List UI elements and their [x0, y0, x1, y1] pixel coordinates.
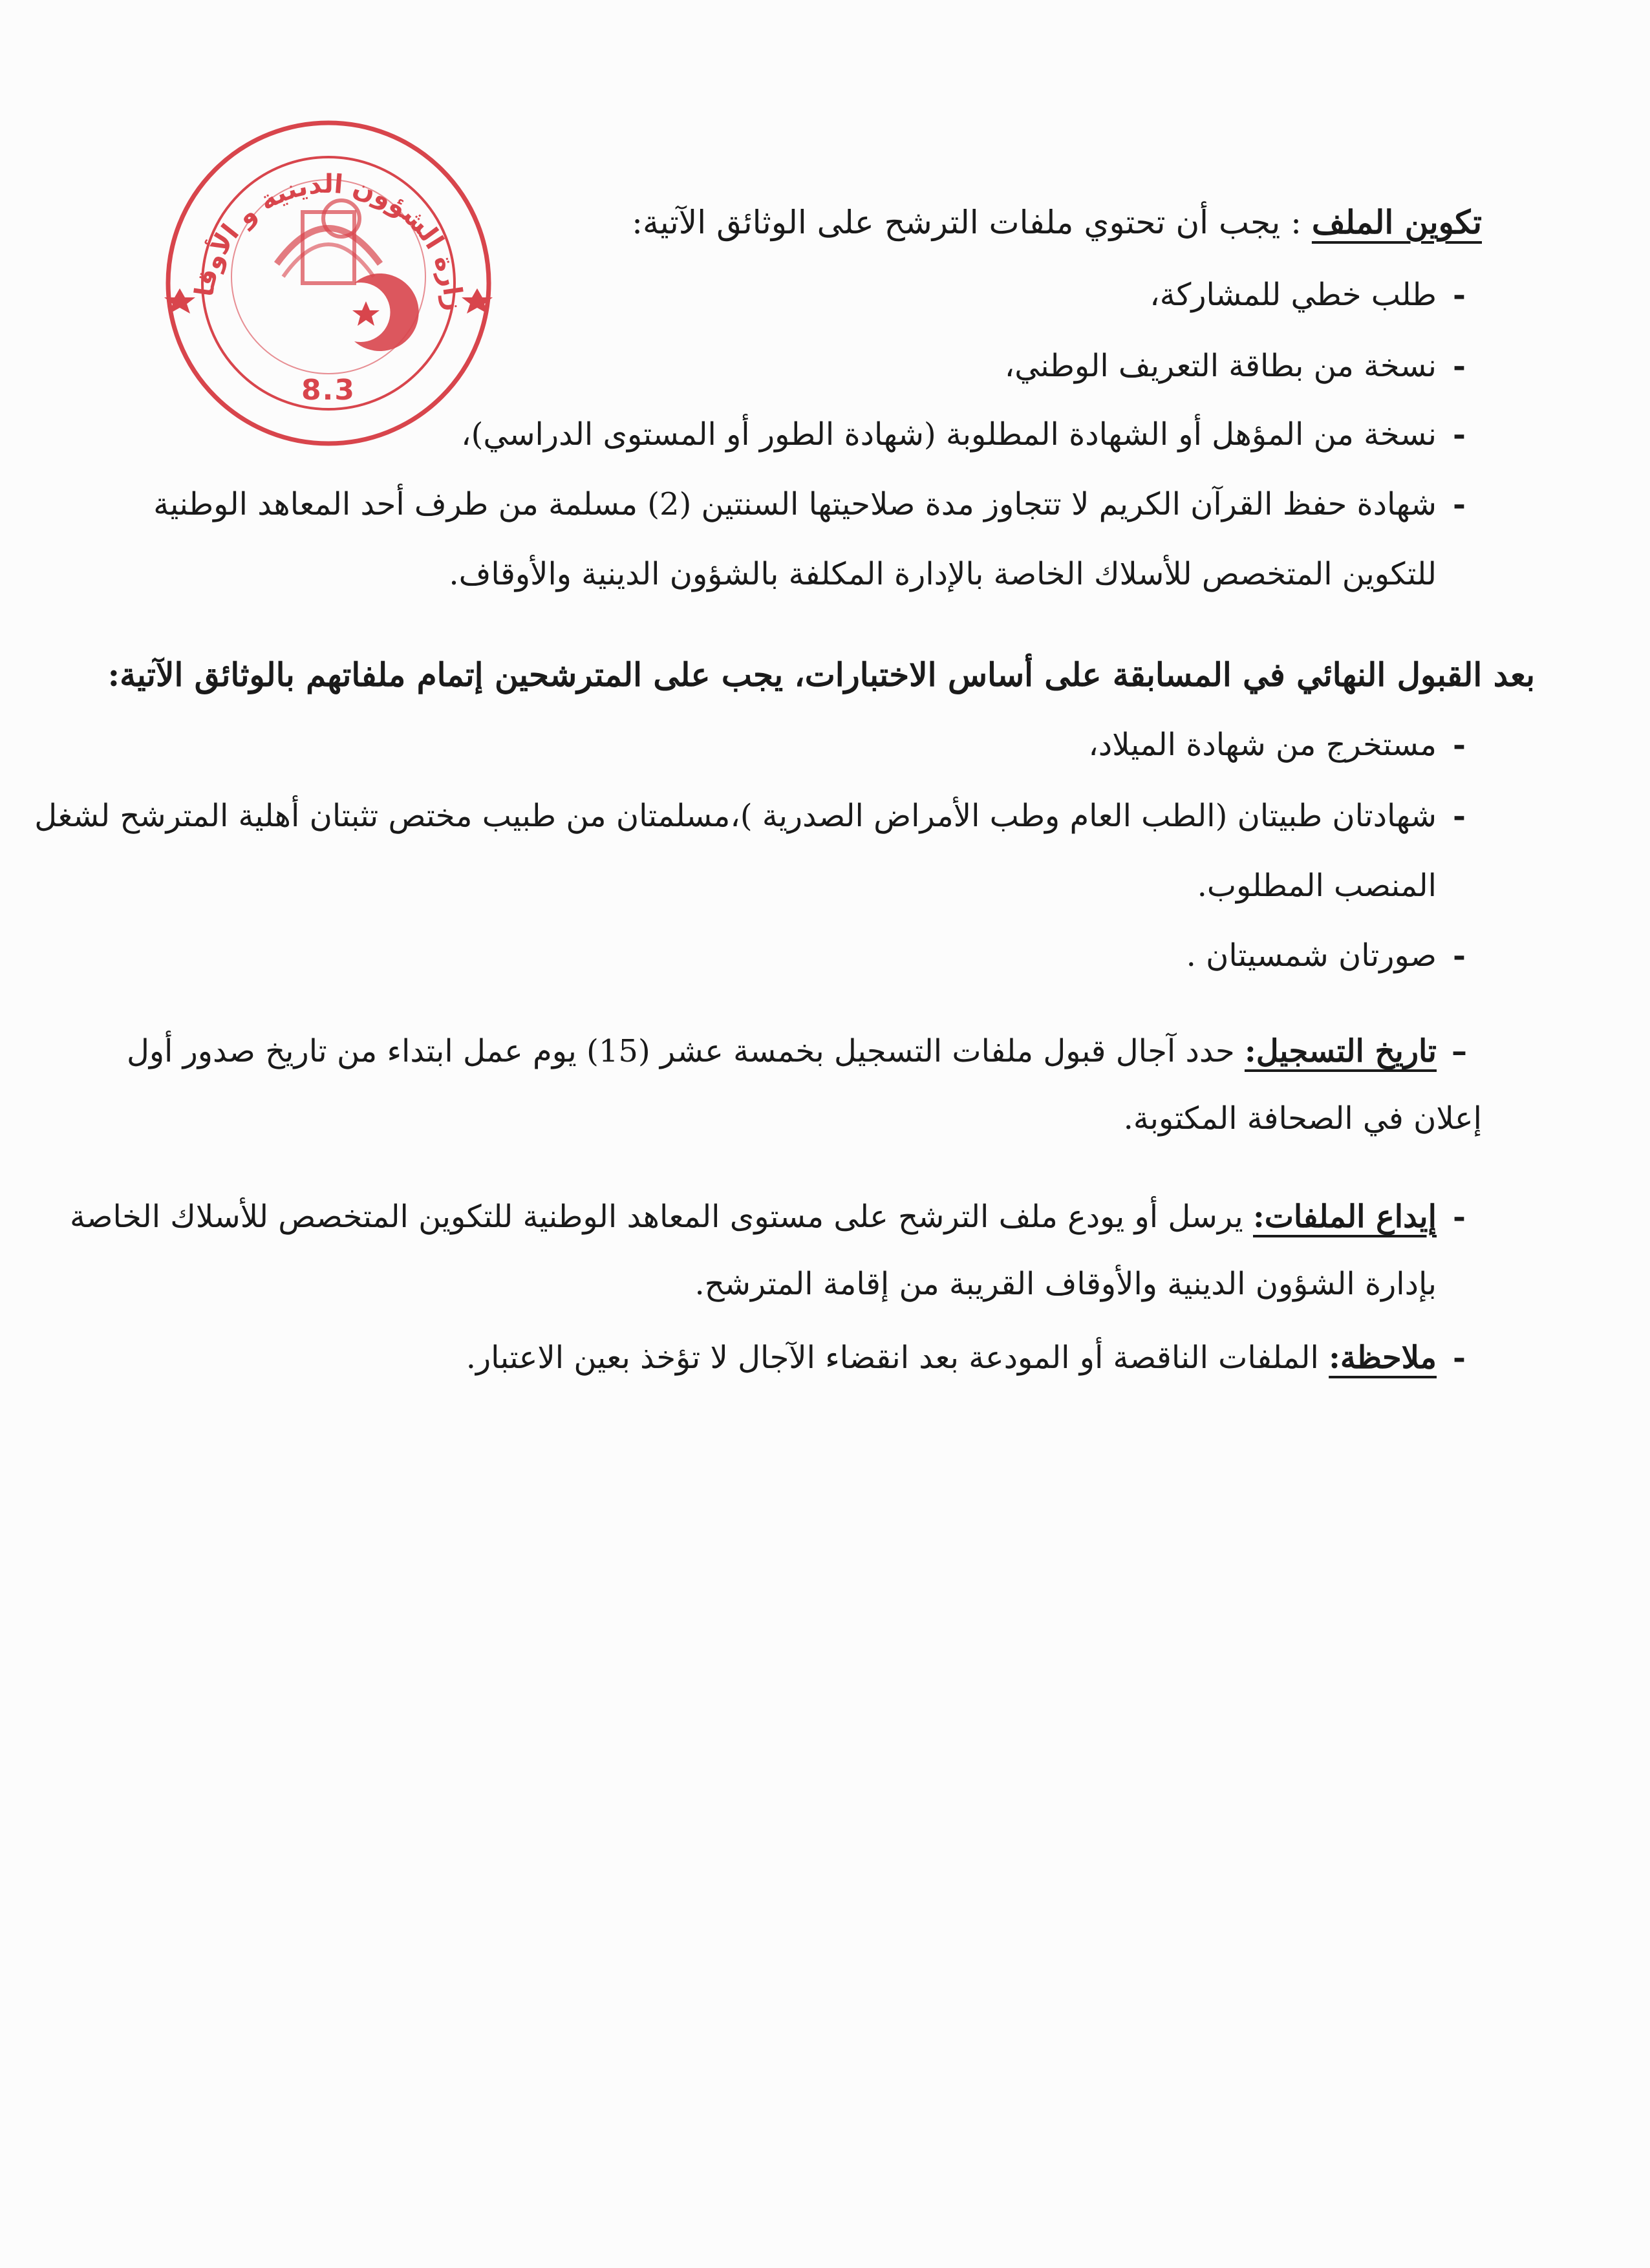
bullet: -: [1453, 486, 1466, 522]
bullet: -: [1453, 348, 1466, 384]
stamp-ring-text: زارة الشؤون الدينية و الأوقاف: [189, 169, 469, 312]
registration-text-2: إعلان في الصحافة المكتوبة.: [1123, 1100, 1482, 1137]
list-item-text: نسخة من المؤهل أو الشهادة المطلوبة (شهادة الطور أو المستوى الدراسي)،: [461, 416, 1437, 453]
bullet: -: [1453, 798, 1466, 834]
stamp-code: 8.3: [301, 374, 356, 407]
list-item-text: للتكوين المتخصص للأسلاك الخاصة بالإدارة المكلفة بالشؤون الدينية والأوقاف.: [449, 556, 1437, 592]
list-item-text: مستخرج من شهادة الميلاد،: [1088, 727, 1437, 763]
list-item-text: شهادتان طبيتان (الطب العام وطب الأمراض الصدرية )،مسلمتان من طبيب مختص تثبتان أهلية المترشح لشغل: [34, 798, 1437, 834]
bullet: -: [1453, 727, 1466, 763]
list-item-continuation: [1197, 862, 1437, 909]
section-1-intro: : يجب أن تحتوي ملفات الترشح على الوثائق الآتية:: [632, 204, 1302, 241]
filing-title: إيداع الملفات:: [1253, 1199, 1437, 1235]
list-item-text: نسخة من بطاقة التعريف الوطني،: [1004, 348, 1437, 384]
registration-paragraph: [127, 1028, 1482, 1075]
registration-title: تاريخ التسجيل:: [1244, 1033, 1437, 1069]
list-item-text: صورتان شمسيتان .: [1186, 937, 1437, 974]
bullet: -: [1453, 277, 1466, 313]
bullet: –: [1452, 1033, 1467, 1069]
bullet: -: [1453, 937, 1466, 974]
registration-text: حدد آجال قبول ملفات التسجيل بخمسة عشر (15) يوم عمل ابتداء من تاريخ صدور أول: [126, 1033, 1235, 1069]
list-item-text: شهادة حفظ القرآن الكريم لا تتجاوز مدة صلاحيتها السنتين (2) مسلمة من طرف أحد المعاهد الوطنية: [153, 486, 1437, 522]
list-item-continuation: [449, 551, 1437, 597]
list-item: [34, 793, 1482, 839]
section-2-title: بعد القبول النهائي في المسابقة على أساس الاختبارات، يجب على المترشحين إتمام ملفاتهم بالوثائق الآتية:: [107, 656, 1535, 694]
list-item: [1186, 932, 1482, 979]
filing-text: يرسل أو يودع ملف الترشح على مستوى المعاهد الوطنية للتكوين المتخصص للأسلاك الخاصة: [69, 1199, 1243, 1235]
list-item: [1150, 272, 1482, 318]
list-item: [461, 411, 1482, 458]
bullet: -: [1453, 1199, 1466, 1235]
filing-paragraph: [70, 1193, 1482, 1240]
list-item-text: طلب خطي للمشاركة،: [1150, 277, 1437, 313]
list-item: [1005, 343, 1482, 389]
note-text: الملفات الناقصة أو المودعة بعد انقضاء الآجال لا تؤخذ بعين الاعتبار.: [466, 1340, 1319, 1376]
list-item: [153, 481, 1482, 528]
filing-text-2: بإدارة الشؤون الدينية والأوقاف القريبة من إقامة المترشح.: [694, 1266, 1437, 1302]
list-item: [1088, 722, 1482, 768]
official-stamp: [160, 115, 497, 451]
note-title: ملاحظة:: [1329, 1340, 1437, 1376]
note-paragraph: [466, 1334, 1482, 1381]
bullet: -: [1453, 416, 1466, 453]
list-item-text: المنصب المطلوب.: [1197, 868, 1437, 904]
filing-continuation: [695, 1261, 1437, 1307]
bullet: -: [1453, 1340, 1466, 1376]
registration-continuation: [1124, 1095, 1482, 1142]
section-1-heading: [632, 199, 1482, 246]
section-1-title: تكوين الملف: [1311, 203, 1482, 241]
